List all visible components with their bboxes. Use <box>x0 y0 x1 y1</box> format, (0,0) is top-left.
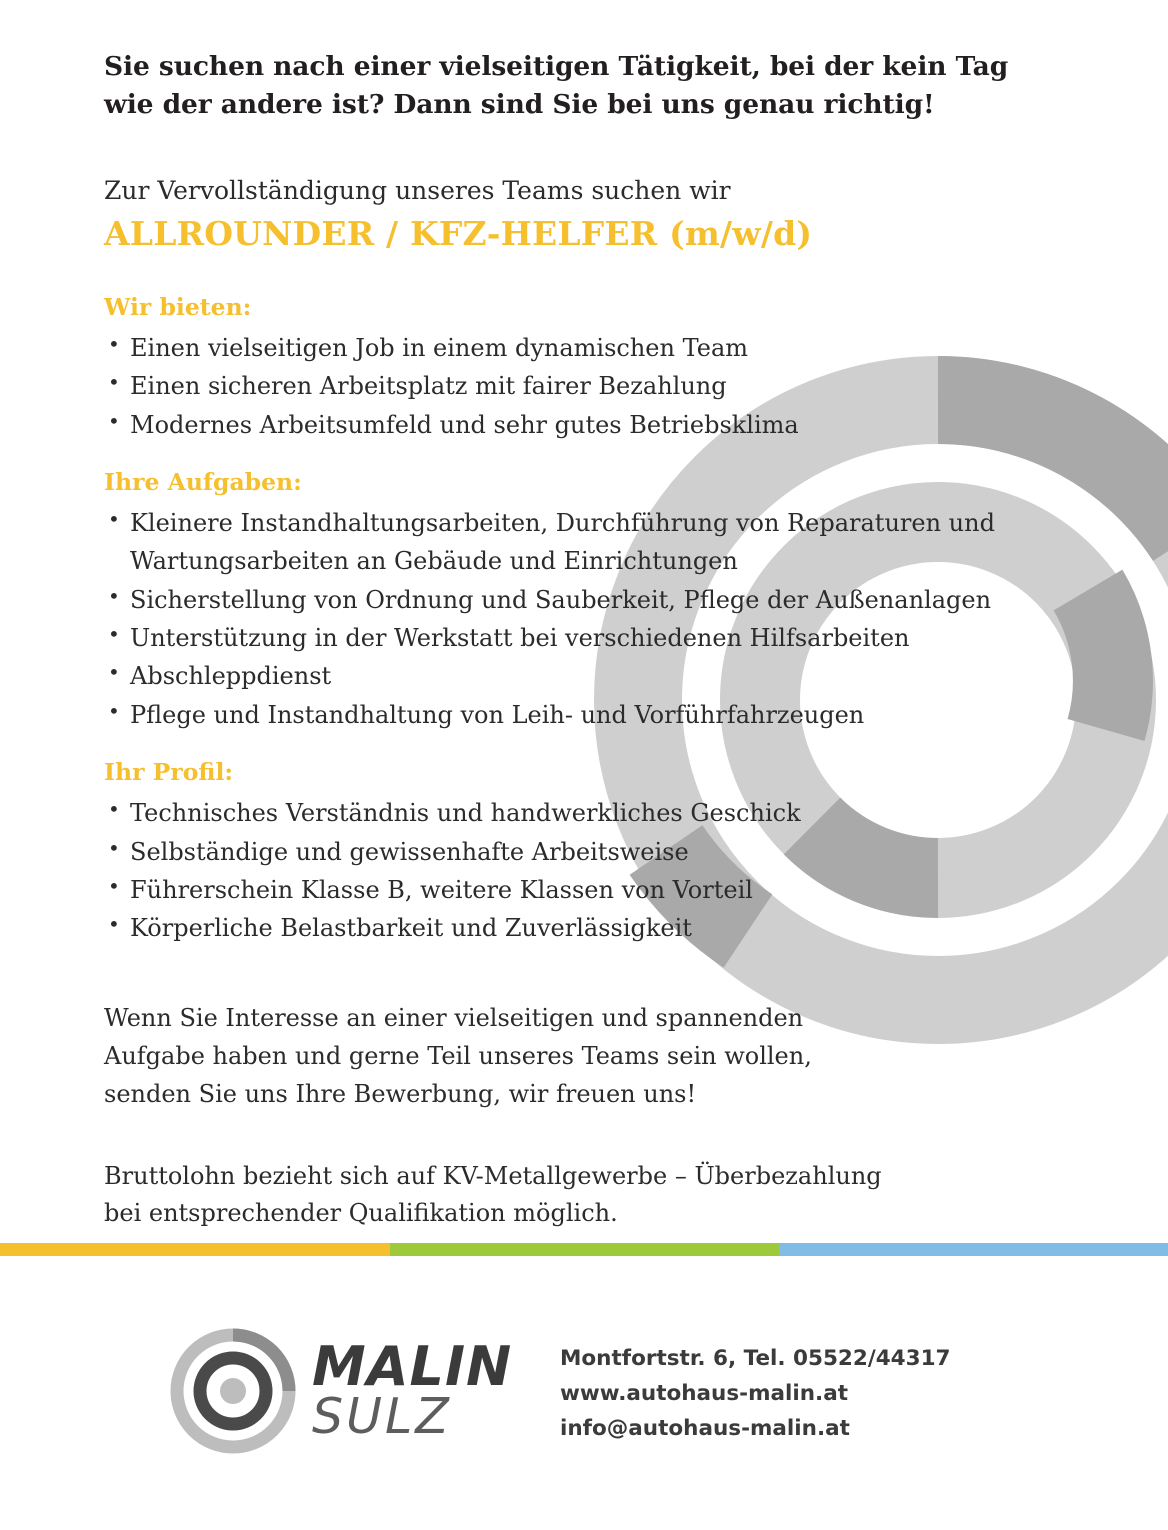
color-divider-bar <box>0 1243 1168 1256</box>
job-title: ALLROUNDER / KFZ-HELFER (m/w/d) <box>104 213 813 253</box>
list-item: • Körperliche Belastbarkeit und Zuverlässigkeit <box>104 909 1064 947</box>
contact-block <box>560 1342 951 1446</box>
contact-email[interactable]: info@autohaus-malin.at <box>560 1415 850 1441</box>
company-logo <box>170 1328 512 1454</box>
logo-wordmark <box>312 1334 513 1446</box>
section-title-profile: Ihr Profil: <box>104 758 234 787</box>
closing-paragraph: Wenn Sie Interesse an einer vielseitigen und spannenden Aufgabe haben und gerne Teil unseres Teams sein wollen, senden Sie uns Ihre Bewerbung, wir freuen uns! <box>104 1003 812 1108</box>
list-item: • Einen vielseitigen Job in einem dynamischen Team <box>104 329 1064 367</box>
profile-list <box>104 794 1064 948</box>
logo-primary-text: MALIN <box>312 1334 513 1398</box>
contact-website[interactable]: www.autohaus-malin.at <box>560 1380 848 1406</box>
intro-text: Zur Vervollständigung unseres Teams suchen wir <box>104 176 731 206</box>
list-item: • Sicherstellung von Ordnung und Sauberkeit, Pflege der Außenanlagen <box>104 581 1064 619</box>
color-bar-green <box>390 1243 779 1256</box>
spacer <box>104 972 1064 1000</box>
tasks-list <box>104 504 1064 734</box>
footer <box>0 1300 1168 1530</box>
list-item: • Kleinere Instandhaltungsarbeiten, Durchführung von Reparaturen und Wartungsarbeiten an Gebäude und Einrichtungen <box>104 504 1064 581</box>
list-item: • Technisches Verständnis und handwerkliches Geschick <box>104 794 1064 832</box>
list-item: • Pflege und Instandhaltung von Leih- und Vorführfahrzeugen <box>104 696 1064 734</box>
section-title-benefits: Wir bieten: <box>104 292 252 321</box>
section-title-tasks: Ihre Aufgaben: <box>104 467 302 496</box>
page-headline: Sie suchen nach einer vielseitigen Tätigkeit, bei der kein Tag wie der andere ist? Dann sind Sie bei uns genau richtig! <box>104 51 1009 120</box>
spacer <box>104 1124 1064 1158</box>
list-item: • Unterstützung in der Werkstatt bei verschiedenen Hilfsarbeiten <box>104 619 1064 657</box>
list-item: • Selbständige und gewissenhafte Arbeitsweise <box>104 833 1064 871</box>
list-item: • Führerschein Klasse B, weitere Klassen von Vorteil <box>104 871 1064 909</box>
color-bar-blue <box>779 1243 1168 1256</box>
list-item: • Einen sicheren Arbeitsplatz mit fairer Bezahlung <box>104 367 1064 405</box>
color-bar-yellow <box>0 1243 390 1256</box>
list-item: • Modernes Arbeitsumfeld und sehr gutes Betriebsklima <box>104 406 1064 444</box>
benefits-list <box>104 329 1064 444</box>
advert-content <box>104 48 1064 1243</box>
logo-secondary-text: SULZ <box>312 1388 452 1446</box>
salary-note: Bruttolohn bezieht sich auf KV-Metallgewerbe – Überbezahlung bei entsprechender Qualifikation möglich. <box>104 1161 882 1228</box>
contact-address: Montfortstr. 6, Tel. 05522/44317 <box>560 1346 951 1371</box>
malin-logo-icon <box>170 1328 296 1454</box>
list-item: • Abschleppdienst <box>104 657 1064 695</box>
